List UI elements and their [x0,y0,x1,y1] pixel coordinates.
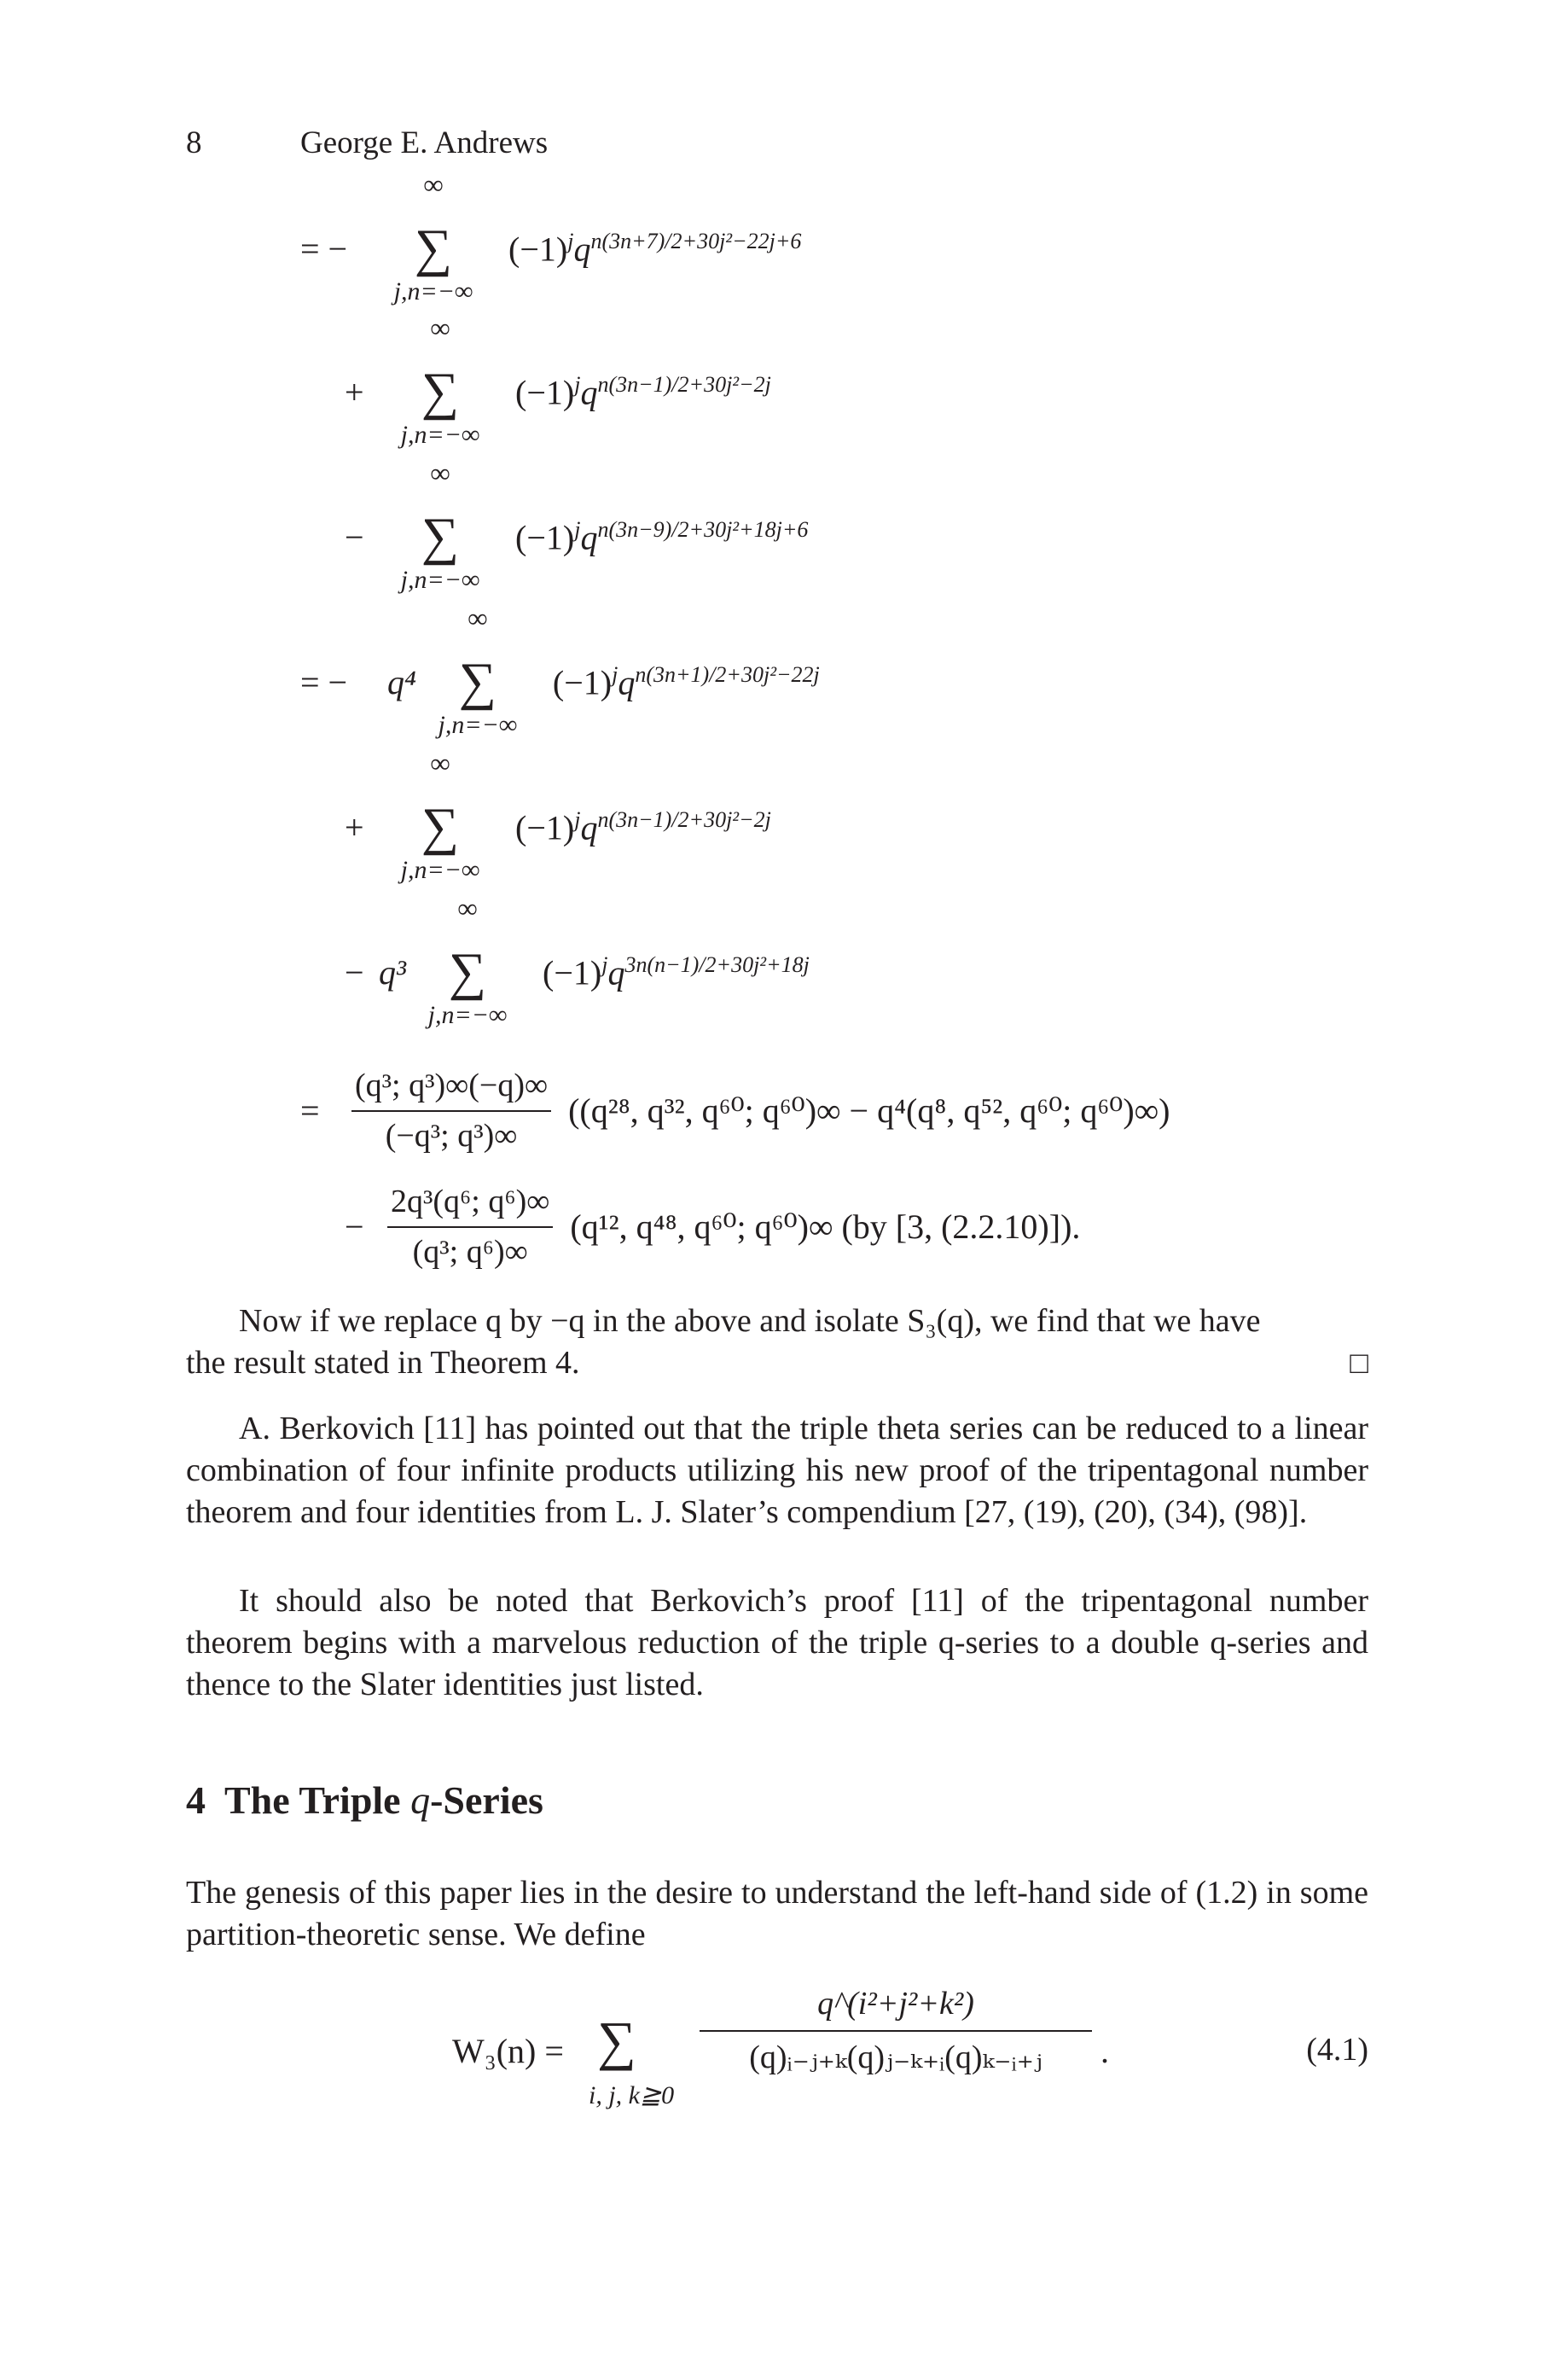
section-title-suffix: -Series [430,1778,543,1822]
summand: $(-1)^jq^{n(3n-1)/2+30j^2-2j}$ [515,806,771,847]
paragraph-berkovich: A. Berkovich [11] has pointed out that the triple theta series can be reduced to a linear combination of four infinite products utilizing his new proof of the tripentagonal number theorem and four identities from L. J. Slater’s compendium [27, (19), (20), (34), (98)]. [186,1411,1368,1530]
row-lead: − [345,518,364,556]
row-prefactor: q³ [379,953,406,992]
derivation-row-4 [300,602,820,739]
equation-numerator: q^(i²+j²+k²) [700,1983,1092,2032]
derivation-row-6 [300,893,810,1029]
derivation-row-8 [300,1181,1080,1274]
qed-symbol: □ [1350,1346,1368,1380]
paragraph-line: Now if we replace q by −q in the above and isolate S₃(q), we find that we have [239,1303,1261,1339]
page-number: 8 [186,125,202,160]
derivation-row-5 [300,748,771,884]
row-lead: + [345,373,364,411]
summand: $(-1)^jq^{n(3n-9)/2+30j^2+18j+6}$ [515,516,809,557]
section-heading [186,1775,543,1826]
summand: $(-1)^jq^{3n(n-1)/2+30j^2+18j}$ [543,951,810,992]
derivation-row-7 [300,1065,1170,1158]
summand: $(-1)^jq^{n(3n+1)/2+30j^2-22j}$ [552,661,820,702]
section-title-prefix: The Triple [224,1778,411,1822]
equation-4-1 [452,1983,1368,2111]
row-lead: + [345,808,364,847]
derivation-row-1 [300,169,802,305]
paragraph-conclusion [186,1300,1368,1384]
derivation-row-2 [300,312,771,449]
summation-sign: ∑ [597,2010,636,2071]
section-number: 4 [186,1778,206,1822]
fraction-denominator: (−q³; q³)∞ [385,1118,518,1155]
equation-fraction [700,1983,1092,2080]
summation: ∞ ∑ j,n=−∞ [400,312,480,449]
row-lead: = [300,1091,320,1131]
fraction-numerator: (q³; q³)∞(−q)∞ [351,1065,551,1112]
row-lead: − [345,1207,364,1247]
summation: ∞ ∑ j,n=−∞ [400,457,480,594]
summation: ∞ ∑ j,n=−∞ [427,893,508,1029]
equation-period: . [1101,2032,1109,2070]
section-title-q: q [410,1778,431,1822]
equation-denominator: (q)ᵢ₋ⱼ₊ₖ(q)ⱼ₋ₖ₊ᵢ(q)ₖ₋ᵢ₊ⱼ [749,2039,1042,2076]
row-lead: = − [300,230,348,268]
row-prefactor: q⁴ [387,663,416,701]
equation-number: (4.1) [1306,2032,1368,2068]
row-lead: − [345,953,364,992]
row-lead: = − [300,663,348,701]
summand: $(-1)^jq^{n(3n+7)/2+30j^2-22j+6}$ [508,228,802,269]
paragraph-note: It should also be noted that Berkovich’s proof [11] of the tripentagonal number theorem begins with a marvelous reduction of the triple q-series to a double q-series and thence to the Slater identities just listed. [186,1583,1368,1702]
summation: ∞ ∑ j,n=−∞ [400,748,480,884]
paragraph-genesis: The genesis of this paper lies in the desire to understand the left-hand side of (1.2) in some partition-theoretic sense. We define [186,1875,1368,1952]
fraction [387,1181,553,1274]
summation: ∞ ∑ j,n=−∞ [393,169,473,305]
summation: ∞ ∑ j,n=−∞ [438,602,518,739]
fraction-denominator: (q³; q⁶)∞ [412,1234,528,1271]
equation-lhs: W₃(n) = [452,2032,564,2070]
product-expression: (q¹², q⁴⁸, q⁶⁰; q⁶⁰)∞ (by [3, (2.2.10)]). [570,1207,1081,1247]
running-head: George E. Andrews [300,125,549,160]
fraction [351,1065,551,1158]
summation-range: i, j, k≧0 [589,2081,675,2109]
derivation-row-3 [300,457,809,594]
paragraph-line: the result stated in Theorem 4. [186,1345,580,1381]
summand: $(-1)^jq^{n(3n-1)/2+30j^2-2j}$ [515,371,771,412]
product-expression: ((q²⁸, q³², q⁶⁰; q⁶⁰)∞ − q⁴(q⁸, q⁵², q⁶⁰; q⁶⁰)∞) [568,1091,1170,1131]
fraction-numerator: 2q³(q⁶; q⁶)∞ [387,1181,553,1228]
